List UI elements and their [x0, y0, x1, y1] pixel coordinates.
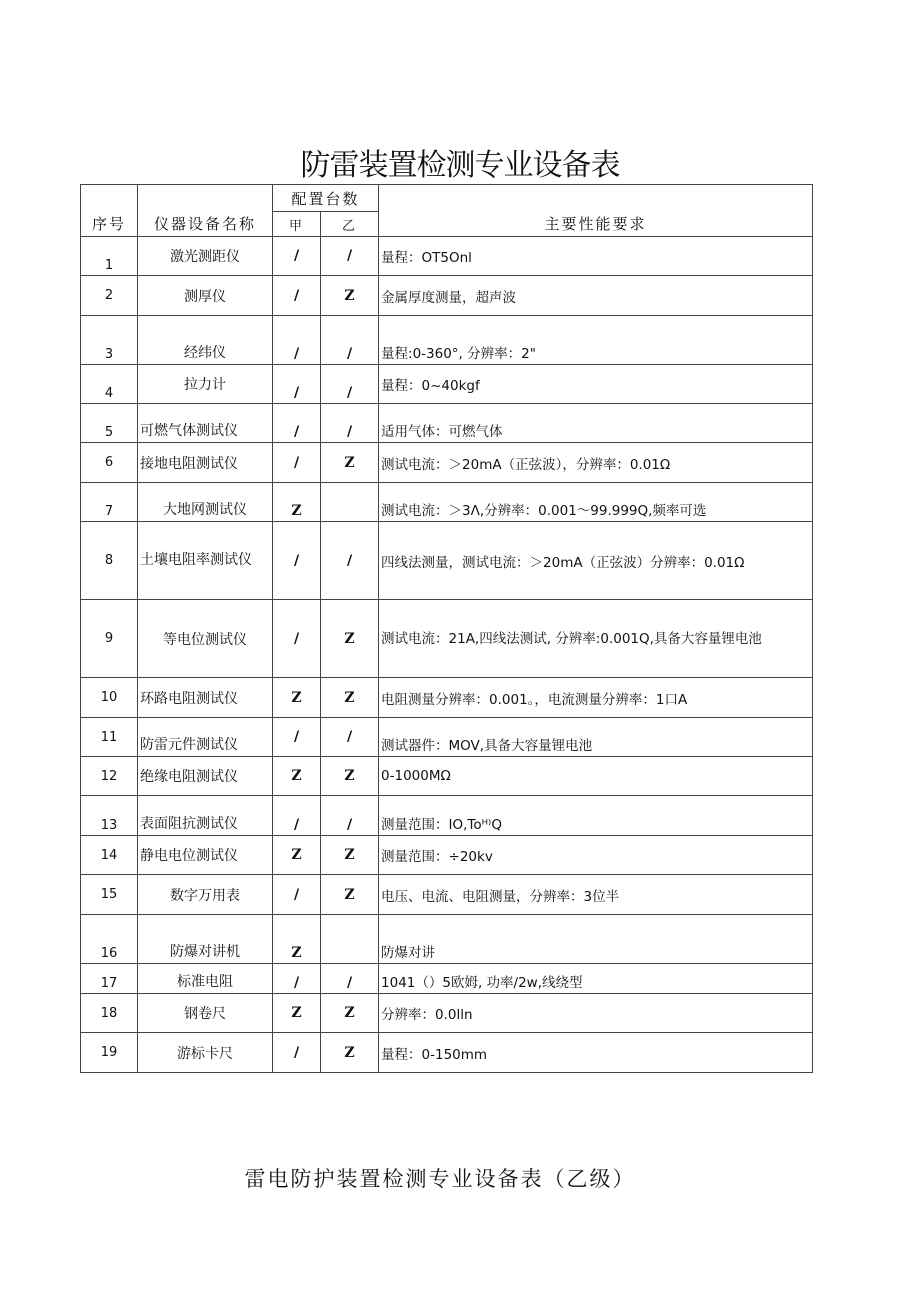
row-name: [138, 522, 273, 600]
row-grade-b: Z: [321, 443, 379, 483]
row-grade-a: /: [273, 365, 321, 404]
row-requirement: 量程：0~40kgf: [379, 365, 813, 404]
row-grade-b: Z: [321, 757, 379, 796]
row-grade-b: /: [321, 522, 379, 600]
table-row: [81, 404, 813, 443]
row-grade-b: Z: [321, 1033, 379, 1073]
row-no: 18: [81, 994, 138, 1033]
row-requirement-text: 测试电流：21A,四线法测试, 分辨率:0.001Q,具备大容量锂电池: [381, 630, 762, 647]
row-grade-b: Z: [321, 875, 379, 915]
row-name: 绝缘电阻测试仪: [138, 757, 273, 796]
header-config: 配置台数: [273, 185, 379, 212]
row-grade-a: Z: [273, 836, 321, 875]
row-grade-a: /: [273, 237, 321, 276]
row-no: 14: [81, 836, 138, 875]
row-no: 4: [81, 365, 138, 404]
page-title: 防雷装置检测专业设备表: [300, 148, 620, 183]
table-row: [81, 276, 813, 316]
row-no: 19: [81, 1033, 138, 1073]
row-name: 钢卷尺: [138, 994, 273, 1033]
table-row: [81, 483, 813, 522]
row-grade-a: /: [273, 276, 321, 316]
row-requirement: 金属厚度测量，超声波: [379, 276, 813, 316]
row-requirement: 测试电流：＞20mA（正弦波），分辨率：0.01Ω: [379, 443, 813, 483]
row-name: 标准电阻: [138, 964, 273, 994]
page-subtitle: 雷电防护装置检测专业设备表（乙级）: [244, 1167, 636, 1191]
table-row: [81, 237, 813, 276]
header-row-1: [81, 185, 813, 212]
row-grade-b: /: [321, 964, 379, 994]
row-grade-b: Z: [321, 276, 379, 316]
row-name: 防雷元件测试仪: [138, 718, 273, 757]
row-name: 数字万用表: [138, 875, 273, 915]
row-name: 可燃气体测试仪: [138, 404, 273, 443]
row-grade-b: Z: [321, 678, 379, 718]
row-no: 3: [81, 316, 138, 365]
row-requirement: 电压、电流、电阻测量，分辨率：3位半: [379, 875, 813, 915]
header-name: 仪器设备名称: [138, 185, 273, 237]
header-grade-a: 甲: [273, 212, 321, 237]
row-grade-a: /: [273, 522, 321, 600]
table-row: [81, 796, 813, 836]
row-grade-a: /: [273, 964, 321, 994]
row-requirement: 四线法测量，测试电流：＞20mA（正弦波）分辨率：0.01Ω: [379, 522, 813, 600]
row-name: 环路电阻测试仪: [138, 678, 273, 718]
row-no: 7: [81, 483, 138, 522]
table-row: [81, 678, 813, 718]
row-grade-b: /: [321, 718, 379, 757]
row-grade-a: /: [273, 316, 321, 365]
row-name: 等电位测试仪: [138, 600, 273, 678]
row-grade-a: Z: [273, 994, 321, 1033]
row-grade-b: /: [321, 237, 379, 276]
equipment-table: [80, 184, 813, 1073]
row-name-text: 土壤电阻率测试仪: [140, 552, 252, 568]
table-row: [81, 718, 813, 757]
row-requirement: 分辨率：0.0lln: [379, 994, 813, 1033]
row-no: 1: [81, 237, 138, 276]
table-row: [81, 522, 813, 600]
table-row: [81, 757, 813, 796]
row-no: 8: [81, 522, 138, 600]
row-grade-a: /: [273, 875, 321, 915]
table-row: [81, 964, 813, 994]
table-row: [81, 836, 813, 875]
row-requirement: 电阻测量分辨率：0.001。，电流测量分辨率：1口A: [379, 678, 813, 718]
row-no: 10: [81, 678, 138, 718]
row-requirement: 测量范围：÷20kv: [379, 836, 813, 875]
row-name: 大地网测试仪: [138, 483, 273, 522]
row-name: 激光测距仪: [138, 237, 273, 276]
row-grade-a: /: [273, 1033, 321, 1073]
row-grade-a: Z: [273, 678, 321, 718]
row-requirement: [379, 600, 813, 678]
row-no: 12: [81, 757, 138, 796]
table-row: [81, 994, 813, 1033]
row-no: 13: [81, 796, 138, 836]
row-requirement: 量程：0-150mm: [379, 1033, 813, 1073]
row-no: 2: [81, 276, 138, 316]
table-row: [81, 875, 813, 915]
table-row: [81, 316, 813, 365]
header-grade-b: 乙: [321, 212, 379, 237]
table-row: [81, 1033, 813, 1073]
row-requirement: 测试器件：MOV,具备大容量锂电池: [379, 718, 813, 757]
row-grade-a: /: [273, 443, 321, 483]
row-no: 15: [81, 875, 138, 915]
row-grade-b: /: [321, 365, 379, 404]
row-grade-a: /: [273, 796, 321, 836]
table-row: [81, 443, 813, 483]
row-grade-b: Z: [321, 836, 379, 875]
row-name: 经纬仪: [138, 316, 273, 365]
row-requirement: 测量范围：IO,Toᴴ⁾Q: [379, 796, 813, 836]
row-grade-b: Z: [321, 600, 379, 678]
row-requirement: 量程:0-360°, 分辨率：2": [379, 316, 813, 365]
row-requirement: 测试电流：＞3Λ,分辨率：0.001～99.999Q,频率可选: [379, 483, 813, 522]
table-row: [81, 365, 813, 404]
row-grade-b: Z: [321, 994, 379, 1033]
table-row: [81, 915, 813, 964]
row-grade-a: Z: [273, 483, 321, 522]
row-no: 5: [81, 404, 138, 443]
row-no: 6: [81, 443, 138, 483]
header-requirements: 主要性能要求: [379, 185, 813, 237]
row-grade-a: Z: [273, 915, 321, 964]
row-name: 静电电位测试仪: [138, 836, 273, 875]
row-grade-b: [321, 483, 379, 522]
row-name: 测厚仪: [138, 276, 273, 316]
row-requirement: 量程：OT5Onl: [379, 237, 813, 276]
row-name: 表面阻抗测试仪: [138, 796, 273, 836]
row-grade-a: /: [273, 404, 321, 443]
row-grade-b: /: [321, 316, 379, 365]
row-no: 11: [81, 718, 138, 757]
row-requirement: 1041（）5欧姆, 功率∕2w,线绕型: [379, 964, 813, 994]
row-grade-a: Z: [273, 757, 321, 796]
table-row: [81, 600, 813, 678]
row-requirement: 0-1000MΩ: [379, 757, 813, 796]
row-name: 接地电阻测试仪: [138, 443, 273, 483]
row-grade-b: /: [321, 796, 379, 836]
row-grade-a: /: [273, 718, 321, 757]
row-name: 拉力计: [138, 365, 273, 404]
row-no: 9: [81, 600, 138, 678]
row-grade-b: [321, 915, 379, 964]
row-requirement: 防爆对讲: [379, 915, 813, 964]
row-requirement: 适用气体：可燃气体: [379, 404, 813, 443]
row-name: 游标卡尺: [138, 1033, 273, 1073]
row-grade-b: /: [321, 404, 379, 443]
row-name: 防爆对讲机: [138, 915, 273, 964]
header-no: 序号: [81, 185, 138, 237]
row-no: 17: [81, 964, 138, 994]
row-no: 16: [81, 915, 138, 964]
row-grade-a: /: [273, 600, 321, 678]
